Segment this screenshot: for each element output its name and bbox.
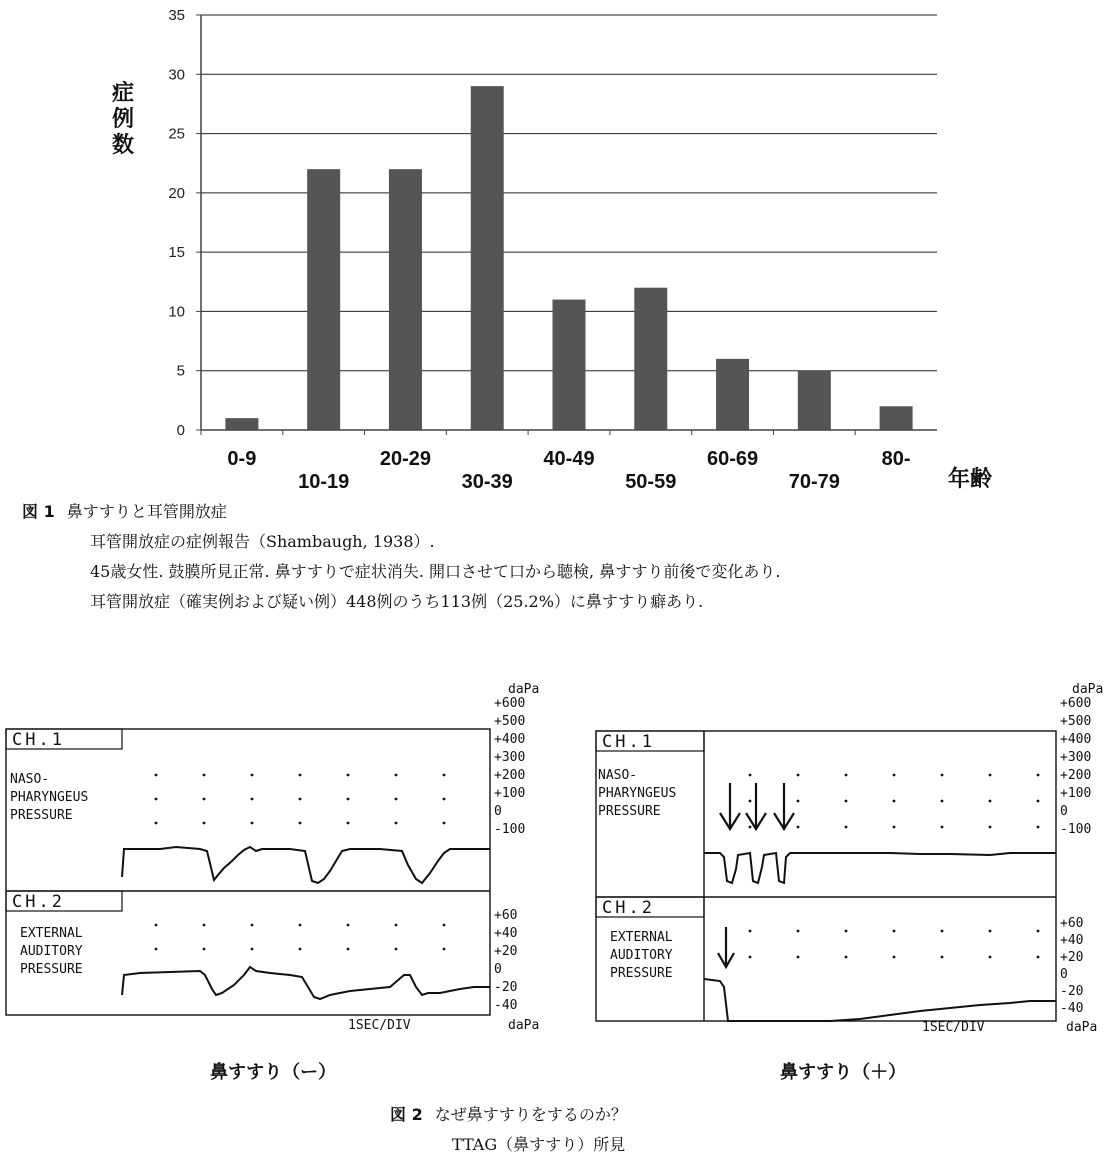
- grid-dot: [845, 774, 848, 777]
- grid-dot: [941, 800, 944, 803]
- grid-dot: [395, 822, 398, 825]
- x-tick-label: 30-39: [461, 471, 513, 493]
- scale-label: +400: [1060, 732, 1092, 747]
- grid-dot: [797, 800, 800, 803]
- scale-label: +200: [1060, 768, 1092, 783]
- grid-dot: [797, 930, 800, 933]
- grid-dot: [749, 956, 752, 959]
- grid-dot: [203, 774, 206, 777]
- grid-dot: [299, 798, 302, 801]
- grid-dot: [893, 930, 896, 933]
- bar-20-29: [389, 169, 422, 430]
- scale-label: -20: [494, 980, 518, 995]
- grid-dot: [347, 948, 350, 951]
- y-tick-label: 35: [168, 7, 185, 24]
- y-tick-labels: [168, 7, 185, 439]
- y-tick-label: 30: [168, 66, 185, 84]
- figure2-caption-label: 図 2: [390, 1105, 423, 1124]
- scale-bottom: [1060, 916, 1083, 1016]
- figure1-caption-line-3: 耳管開放症（確実例および疑い例）448例のうち113例（25.2%）に鼻すすり癖あり.: [90, 592, 704, 611]
- grid-dot: [989, 826, 992, 829]
- figure2-left-subtitle: 鼻すすり（ー）: [210, 1062, 337, 1083]
- figure2-caption-title: 図 2 なぜ鼻すすりをするのか？: [390, 1105, 627, 1124]
- scale-label: -40: [1060, 1001, 1084, 1016]
- grid-dot: [395, 798, 398, 801]
- y-tick-label: 0: [176, 422, 185, 439]
- grid-dot: [443, 948, 446, 951]
- figure1-bar-chart: [0, 0, 1115, 500]
- y-tick-label: 5: [176, 362, 185, 380]
- y-tick-label: 20: [168, 184, 185, 202]
- x-tick-label: 70-79: [788, 471, 840, 493]
- scale-bottom: [494, 908, 517, 1013]
- grid-dot: [989, 774, 992, 777]
- y-axis-title-char: 例: [112, 107, 135, 132]
- dot-grid: [749, 774, 1040, 959]
- scale-label: 0: [1060, 804, 1068, 819]
- ch1-desc-2: PHARYNGEUS: [598, 786, 677, 801]
- scale-label: -20: [1060, 984, 1084, 999]
- bar-60-69: [716, 359, 749, 430]
- ch2-desc-3: PRESSURE: [20, 962, 83, 977]
- grid-dot: [1037, 774, 1040, 777]
- figure2-caption-sub: TTAG（鼻すすり）所見: [452, 1135, 626, 1154]
- ch2-desc-3: PRESSURE: [610, 966, 673, 981]
- ch1-desc-1: NASO-: [598, 768, 638, 783]
- ch2-desc-2: AUDITORY: [20, 944, 83, 959]
- nasopharyngeal-trace: [122, 847, 490, 883]
- grid-dot: [893, 774, 896, 777]
- scale-label: +100: [494, 786, 526, 801]
- x-tick-label: 0-9: [227, 448, 257, 470]
- grid-dot: [749, 930, 752, 933]
- grid-dot: [845, 826, 848, 829]
- grid-dot: [845, 800, 848, 803]
- scale-label: 0: [494, 804, 502, 819]
- scale-label: +20: [1060, 950, 1084, 965]
- scale-top: [494, 696, 525, 837]
- grid-dot: [893, 826, 896, 829]
- x-axis-title: 年齢: [948, 467, 993, 492]
- scale-label: +300: [1060, 750, 1092, 765]
- grid-dot: [941, 956, 944, 959]
- grid-dot: [155, 924, 158, 927]
- grid-dot: [299, 822, 302, 825]
- x-tick-label: 80-: [881, 448, 911, 470]
- scale-label: +200: [494, 768, 526, 783]
- grid-dot: [893, 956, 896, 959]
- grid-dot: [941, 826, 944, 829]
- grid-dot: [203, 822, 206, 825]
- external-auditory-trace: [122, 967, 490, 999]
- figure2-right-trace: [590, 675, 1115, 1045]
- grid-dot: [155, 774, 158, 777]
- unit-bottom: daPa: [508, 1018, 540, 1033]
- scale-label: -100: [494, 822, 526, 837]
- grid-dot: [1037, 956, 1040, 959]
- unit-top: daPa: [1072, 682, 1104, 697]
- grid-dot: [299, 948, 302, 951]
- grid-dot: [299, 774, 302, 777]
- bar-80-: [880, 406, 913, 430]
- down-arrow-icon: [718, 783, 794, 967]
- x-tick-label: 50-59: [625, 471, 677, 493]
- grid-dot: [395, 948, 398, 951]
- figure1-caption-line-1: 耳管開放症の症例報告（Shambaugh, 1938）.: [90, 532, 435, 551]
- scale-label: +600: [494, 696, 526, 711]
- ch2-label: CH.2: [602, 898, 655, 918]
- y-tick-label: 10: [168, 303, 185, 321]
- grid-dot: [749, 800, 752, 803]
- bars: [201, 86, 913, 435]
- unit-bottom: daPa: [1066, 1020, 1098, 1035]
- grid-dot: [797, 826, 800, 829]
- grid-dot: [443, 822, 446, 825]
- scale-label: +300: [494, 750, 526, 765]
- grid-dot: [347, 822, 350, 825]
- x-tick-label: 60-69: [706, 448, 759, 470]
- bar-30-39: [471, 86, 504, 430]
- x-tick-label: 20-29: [379, 448, 432, 470]
- x-tick-label: 40-49: [543, 448, 595, 470]
- grid-dot: [797, 956, 800, 959]
- figure1-caption-title: 図 1 鼻すすりと耳管開放症: [22, 502, 227, 521]
- external-auditory-trace: [704, 979, 1056, 1021]
- grid-dot: [845, 956, 848, 959]
- timebase: 1SEC/DIV: [922, 1020, 985, 1035]
- scale-label: +20: [494, 944, 518, 959]
- grid-dot: [203, 798, 206, 801]
- grid-dot: [443, 924, 446, 927]
- scale-label: -40: [494, 998, 518, 1013]
- x-tick-label: 10-19: [298, 471, 350, 493]
- ch1-desc-3: PRESSURE: [10, 808, 73, 823]
- y-tick-label: 15: [168, 244, 185, 262]
- y-axis-title-char: 症: [112, 81, 135, 106]
- scale-label: +400: [494, 732, 526, 747]
- grid-dot: [749, 826, 752, 829]
- ch2-label: CH.2: [12, 892, 65, 912]
- ch1-label: CH.1: [12, 730, 65, 750]
- scale-label: +60: [494, 908, 518, 923]
- scale-label: +100: [1060, 786, 1092, 801]
- grid-dot: [395, 774, 398, 777]
- scale-label: +500: [1060, 714, 1092, 729]
- bar-70-79: [798, 371, 831, 430]
- grid-dot: [155, 798, 158, 801]
- nasopharyngeal-trace: [704, 853, 1056, 883]
- ch1-desc-2: PHARYNGEUS: [10, 790, 89, 805]
- scale-label: +600: [1060, 696, 1092, 711]
- unit-top: daPa: [508, 682, 540, 697]
- grid-dot: [347, 774, 350, 777]
- scale-label: +60: [1060, 916, 1084, 931]
- grid-dot: [1037, 826, 1040, 829]
- y-axis-title: [112, 81, 134, 158]
- dot-grid: [155, 774, 446, 951]
- grid-dot: [443, 798, 446, 801]
- grid-dot: [749, 774, 752, 777]
- grid-dot: [941, 774, 944, 777]
- scale-label: -100: [1060, 822, 1092, 837]
- bar-40-49: [553, 300, 586, 430]
- grid-dot: [395, 924, 398, 927]
- grid-dot: [347, 924, 350, 927]
- scale-label: +500: [494, 714, 526, 729]
- ch2-desc-1: EXTERNAL: [610, 930, 673, 945]
- timebase: 1SEC/DIV: [348, 1018, 411, 1033]
- figure2-left-trace: [0, 675, 560, 1035]
- grid-dot: [989, 930, 992, 933]
- grid-dot: [155, 822, 158, 825]
- grid-dot: [251, 948, 254, 951]
- ch2-desc-2: AUDITORY: [610, 948, 673, 963]
- bar-50-59: [634, 288, 667, 430]
- scale-label: 0: [1060, 967, 1068, 982]
- grid-dot: [203, 924, 206, 927]
- scale-label: 0: [494, 962, 502, 977]
- figure1-caption-line-2: 45歳女性. 鼓膜所見正常. 鼻すすりで症状消失. 開口させて口から聴検, 鼻すすり前後で変化あり.: [90, 562, 781, 581]
- grid-dot: [251, 798, 254, 801]
- ch2-desc-1: EXTERNAL: [20, 926, 83, 941]
- grid-dot: [251, 822, 254, 825]
- grid-dot: [1037, 800, 1040, 803]
- grid-dot: [1037, 930, 1040, 933]
- grid-dot: [797, 774, 800, 777]
- grid-dot: [203, 948, 206, 951]
- ch1-desc-1: NASO-: [10, 772, 50, 787]
- grid-dot: [251, 774, 254, 777]
- ch1-desc-3: PRESSURE: [598, 804, 661, 819]
- grid-dot: [989, 956, 992, 959]
- scale-label: +40: [1060, 933, 1084, 948]
- scale-label: +40: [494, 926, 518, 941]
- grid-dot: [845, 930, 848, 933]
- bar-10-19: [307, 169, 340, 430]
- ch1-label: CH.1: [602, 732, 655, 752]
- figure1-caption-label: 図 1: [22, 502, 55, 521]
- bar-0-9: [225, 418, 258, 430]
- grid-dot: [155, 948, 158, 951]
- grid-dot: [941, 930, 944, 933]
- grid-dot: [347, 798, 350, 801]
- grid-dot: [989, 800, 992, 803]
- x-tick-labels: [227, 448, 910, 493]
- y-tick-label: 25: [168, 125, 185, 143]
- grid-dot: [893, 800, 896, 803]
- figure2-right-subtitle: 鼻すすり（＋）: [780, 1062, 907, 1083]
- grid-dot: [299, 924, 302, 927]
- scale-top: [1060, 696, 1091, 837]
- grid-dot: [443, 774, 446, 777]
- y-axis-title-char: 数: [112, 133, 135, 158]
- grid-dot: [251, 924, 254, 927]
